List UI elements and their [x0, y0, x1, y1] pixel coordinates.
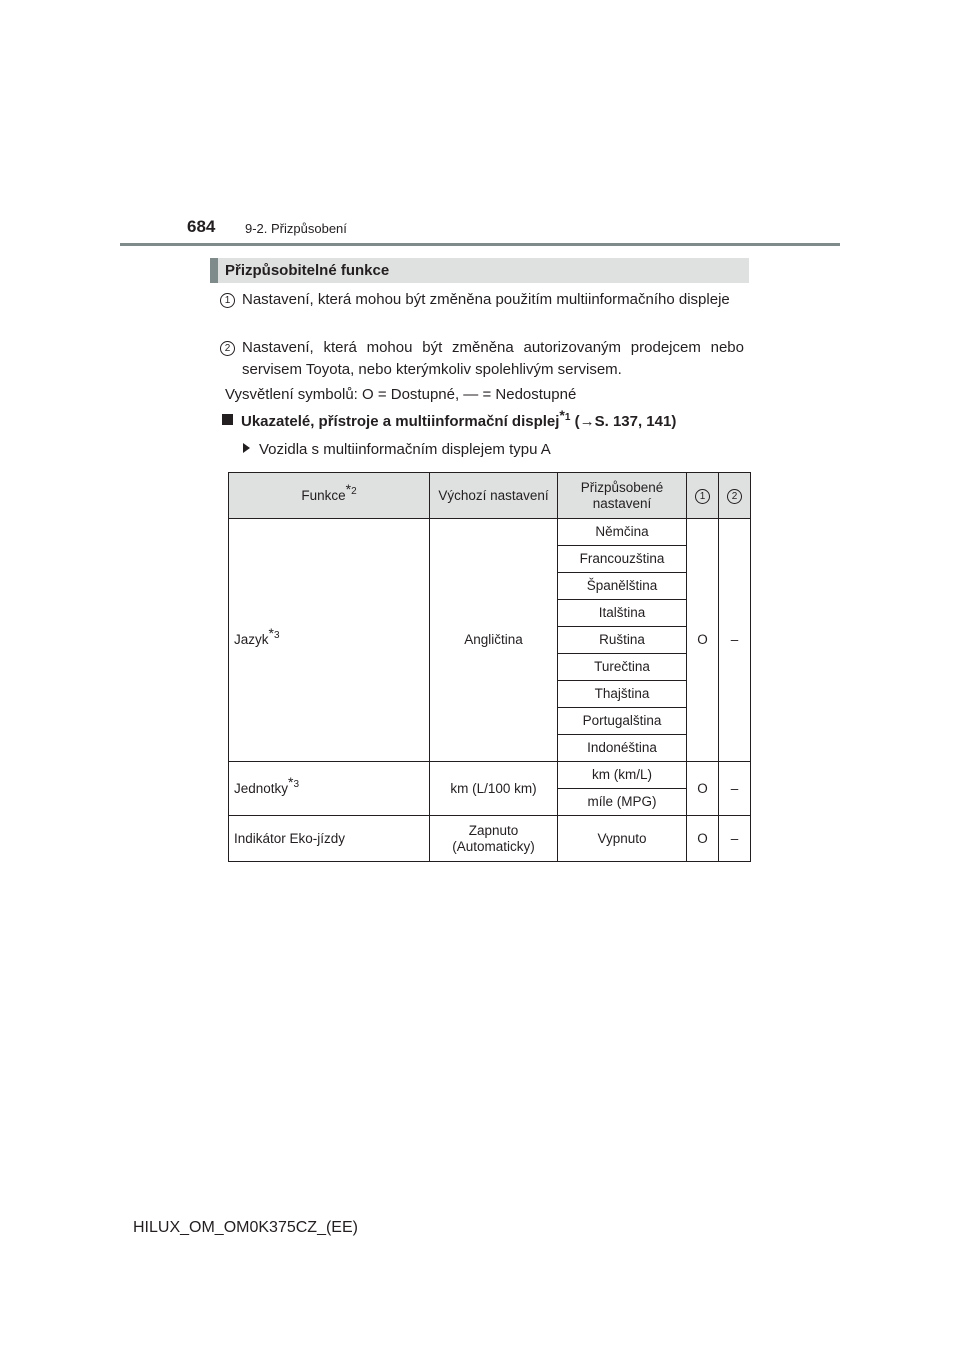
sub-heading — [222, 407, 677, 430]
circled-number-2: 2 — [220, 341, 235, 356]
language-option: Francouzština — [558, 546, 687, 573]
eco-col-2: – — [719, 816, 751, 862]
vehicle-note — [243, 441, 551, 458]
language-function: Jazyk$^{*3}$ — [229, 519, 430, 762]
table-row — [229, 816, 751, 862]
units-default: km (L/100 km) — [430, 762, 558, 816]
item-2-text: Nastavení, která mohou být změněna autorizovaným prodejcem nebo servisem Toyota, nebo kterýmkoliv spolehlivým servisem. — [242, 339, 744, 378]
language-default: Angličtina — [430, 519, 558, 762]
language-option: Portugalština — [558, 708, 687, 735]
units-col-1: O — [687, 762, 719, 816]
header-function: Funkce$^{*2}$ — [229, 473, 430, 519]
header-custom: Přizpůsobené nastavení — [558, 473, 687, 519]
settings-table — [228, 472, 751, 862]
eco-option: Vypnuto — [558, 816, 687, 862]
circled-number-1: 1 — [220, 293, 235, 308]
eco-col-1: O — [687, 816, 719, 862]
header-default: Výchozí nastavení — [430, 473, 558, 519]
language-option: Thajština — [558, 681, 687, 708]
table-header-row — [229, 473, 751, 519]
language-option: Ruština — [558, 627, 687, 654]
footnote-mark: *1 — [559, 407, 571, 423]
units-col-2: – — [719, 762, 751, 816]
language-col-1: O — [687, 519, 719, 762]
language-col-2: – — [719, 519, 751, 762]
vehicle-note-text: Vozidla s multiinformačním displejem typu A — [259, 441, 551, 458]
table-row — [229, 519, 751, 546]
header-rule — [120, 243, 840, 246]
units-option: míle (MPG) — [558, 789, 687, 816]
page-number: 684 — [187, 217, 216, 236]
triangle-bullet-icon — [243, 443, 250, 453]
language-option: Turečtina — [558, 654, 687, 681]
symbol-legend: Vysvětlení symbolů: O = Dostupné, — = Nedostupné — [225, 386, 577, 403]
square-bullet-icon — [222, 414, 233, 425]
sub-heading-text: Ukazatelé, přístroje a multiinformační displej — [241, 413, 560, 430]
section-title: 9-2. Přizpůsobení — [245, 221, 347, 236]
section-heading: Přizpůsobitelné funkce — [225, 262, 390, 279]
table-row — [229, 762, 751, 789]
eco-default: Zapnuto (Automaticky) — [430, 816, 558, 862]
eco-function: Indikátor Eko-jízdy — [229, 816, 430, 862]
language-option: Němčina — [558, 519, 687, 546]
footer-code: HILUX_OM_OM0K375CZ_(EE) — [133, 1219, 358, 1236]
header-col-1: 1 — [687, 473, 719, 519]
page-reference: (→S. 137, 141) — [574, 413, 677, 430]
units-function: Jednotky$^{*3}$ — [229, 762, 430, 816]
header-col-2: 2 — [719, 473, 751, 519]
language-option: Italština — [558, 600, 687, 627]
heading-accent — [210, 258, 218, 283]
language-option: Španělština — [558, 573, 687, 600]
item-1-text: Nastavení, která mohou být změněna použitím multiinformačního displeje — [242, 291, 730, 308]
units-option: km (km/L) — [558, 762, 687, 789]
language-option: Indonéština — [558, 735, 687, 762]
